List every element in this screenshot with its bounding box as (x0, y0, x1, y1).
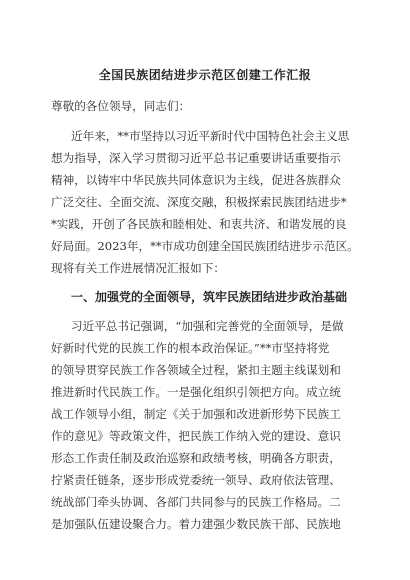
paragraph2-line-5: 战工作领导小组，制定《关于加强和改进新形势下民族工 (51, 407, 341, 421)
paragraph2-line-2: 好新时代党的民族工作的根本政治保证。”**市坚持将党 (51, 341, 330, 355)
paragraph2-line-10: 是加强队伍建设聚合力。着力建强少数民族干部、民族地 (51, 517, 341, 531)
greeting-line: 尊敬的各位领导，同志们： (51, 99, 191, 113)
section-heading: 一、加强党的全面领导，筑牢民族团结进步政治基础 (71, 290, 348, 304)
paragraph2-line-9: 统战部门牵头协调、各部门共同参与的民族工作格局。二 (51, 495, 341, 509)
paragraph1-line-2: 想为指导，深入学习贯彻习近平总书记重要讲话重要指示 (51, 151, 341, 165)
paragraph1-line-3: 精神，以铸牢中华民族共同体意识为主线，促进各族群众 (51, 173, 341, 187)
paragraph1-line-4: 广泛交往、全面交流、深度交融，积极探索民族团结进步* (51, 195, 347, 209)
document-title: 全国民族团结进步示范区创建工作汇报 (98, 68, 312, 82)
paragraph2-line-6: 作的意见》等政策文件，把民族工作纳入党的建设、意识 (51, 429, 341, 443)
paragraph1-line-6: 好局面。2023年，**市成功创建全国民族团结进步示范区。 (51, 239, 359, 253)
paragraph2-line-3: 的领导贯穿民族工作各领域全过程，紧扣主题主线谋划和 (51, 363, 341, 377)
paragraph1-line-7: 现将有关工作进展情况汇报如下： (51, 261, 225, 275)
paragraph1-line-1: 近年来，**市坚持以习近平新时代中国特色社会主义思 (71, 129, 350, 143)
paragraph1-line-5: *实践，开创了各民族和睦相处、和衷共济、和谐发展的良 (51, 217, 347, 231)
paragraph2-line-4: 推进新时代民族工作。一是强化组织引领把方向。成立统 (51, 385, 341, 399)
paragraph2-line-7: 形态工作责任制及政治巡察和政绩考核，明确各方职责， (51, 451, 341, 465)
paragraph2-line-8: 拧紧责任链条，逐步形成党委统一领导、政府依法管理、 (51, 473, 341, 487)
paragraph2-line-1: 习近平总书记强调，“加强和完善党的全面领导，是做 (71, 319, 344, 333)
